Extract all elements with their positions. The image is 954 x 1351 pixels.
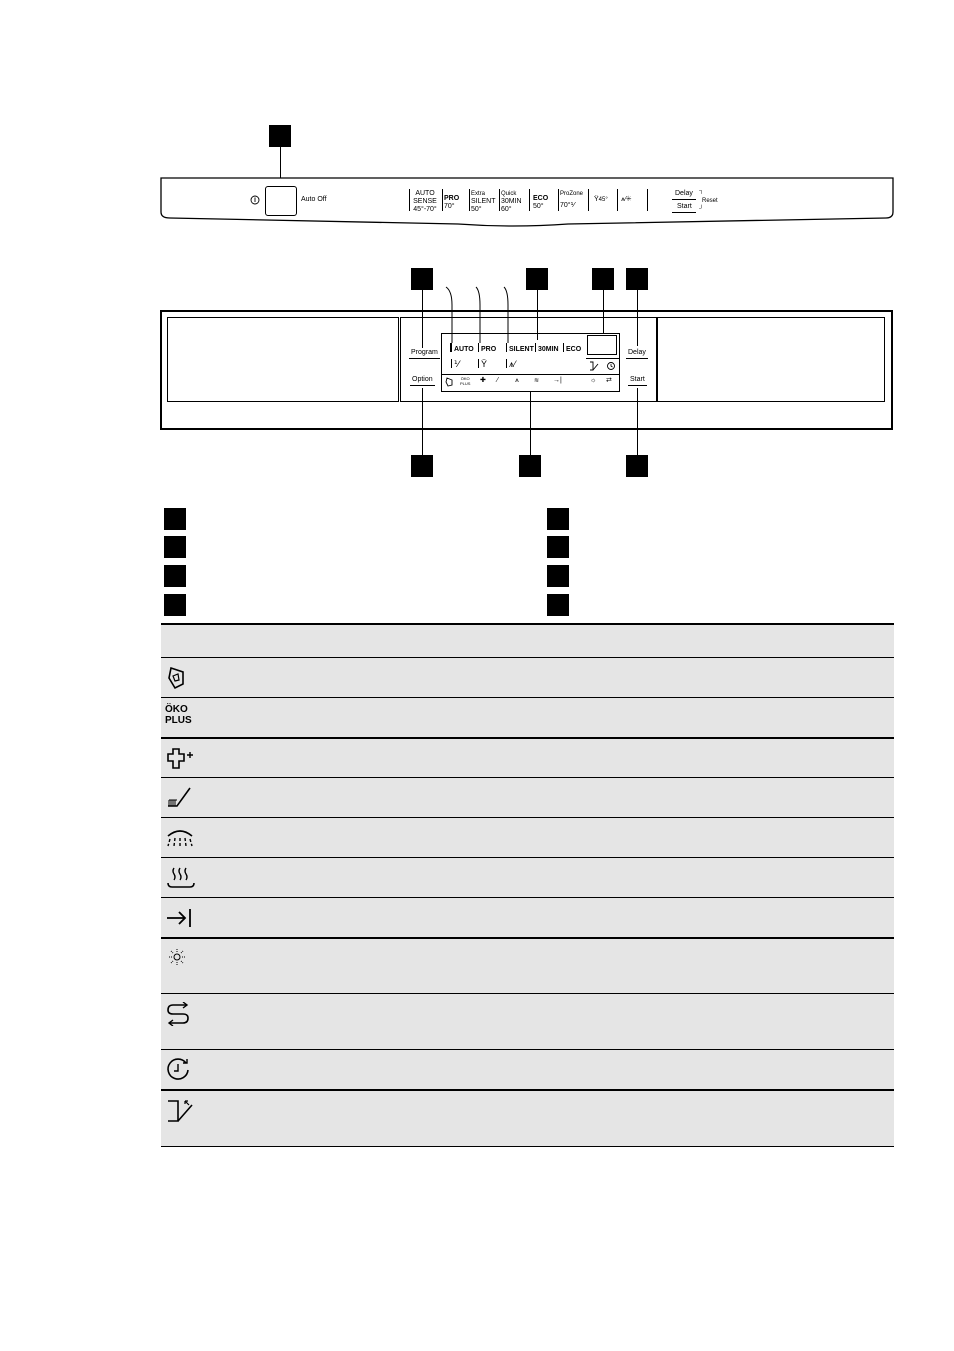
prewash-icon: [165, 666, 195, 690]
sun-icon: [165, 947, 195, 971]
program-line: PRO: [444, 195, 460, 202]
display-program-silent: SILENT: [506, 343, 534, 353]
door-icon: [165, 1099, 195, 1123]
reset-label: Reset: [702, 198, 718, 204]
legend-marker: [164, 536, 186, 558]
program-line: 50°: [533, 203, 544, 210]
tab-icon: [165, 906, 195, 930]
program-extra-silent[interactable]: [471, 190, 497, 214]
oko-bottom: PLUS: [460, 381, 471, 386]
top-start-button[interactable]: Start: [677, 203, 692, 210]
table-row: [161, 657, 894, 697]
program-line: 70°: [560, 202, 571, 209]
delay-clock-icon: [165, 1058, 195, 1082]
display-program-auto: AUTO: [450, 343, 474, 353]
opt-sun-icon: ☼: [590, 377, 597, 384]
separator: [469, 189, 470, 211]
callout-delay: [626, 268, 648, 290]
table-row: [161, 937, 894, 994]
bracket: ┐: [699, 188, 704, 194]
panel-right-area: [657, 317, 885, 402]
delay-button[interactable]: Delay: [628, 349, 646, 356]
opt-tab-icon: →|: [553, 377, 562, 384]
program-line: 30MIN: [501, 198, 522, 205]
oko-top: ÖKO: [460, 376, 470, 381]
program-auto-sense[interactable]: [410, 190, 440, 214]
power-button[interactable]: [265, 186, 297, 216]
glass-icon: Ÿ: [594, 196, 599, 203]
separator: [588, 189, 589, 211]
program-button[interactable]: Program: [411, 349, 438, 356]
legend-marker: [164, 508, 186, 530]
extra-dry-icon: [165, 747, 195, 771]
callout-option: [411, 455, 433, 477]
opt-heat-icon: ≋: [534, 378, 540, 384]
time-display: [587, 335, 617, 355]
table-row: [161, 897, 894, 937]
callout-display: [592, 268, 614, 290]
opt-spray-icon: ⩚: [515, 377, 519, 384]
legend-marker: [547, 508, 569, 530]
oko-bottom: PLUS: [165, 715, 192, 726]
display-program-30min: 30MIN: [535, 343, 559, 353]
display-machine-care-icon: ⩚⁄: [506, 359, 516, 370]
auto-off-label: Auto Off: [301, 196, 327, 203]
program-eco[interactable]: [533, 195, 555, 211]
rinse-aid-icon: [165, 1002, 195, 1026]
callout-top-1: [269, 125, 291, 147]
program-pro[interactable]: [444, 195, 466, 211]
delay-indicator-icon: [606, 361, 616, 371]
separator: [442, 189, 443, 211]
legend-marker: [547, 594, 569, 616]
oko-plus-icon: [165, 704, 192, 726]
power-icon: [250, 195, 260, 205]
glass-temp: 45°: [598, 197, 608, 203]
table-row: [161, 777, 894, 817]
oko-top: ÖKO: [165, 704, 188, 715]
separator: [558, 189, 559, 211]
opt-prewash-icon: [444, 377, 454, 387]
option-button[interactable]: Option: [412, 376, 433, 383]
separator: [499, 189, 500, 211]
opt-rinse-aid-icon: ⇄: [606, 377, 612, 384]
leader-line: [530, 392, 531, 455]
program-line: SENSE: [413, 198, 437, 205]
prozone-row: [560, 202, 590, 210]
table-row: [161, 1089, 894, 1147]
table-row: [161, 993, 894, 1049]
program-line: 60°: [501, 206, 512, 213]
program-line: Extra: [471, 191, 486, 197]
display-prozone-icon: ⅟: [451, 359, 459, 370]
program-line: Quick: [501, 191, 517, 197]
top-delay-button[interactable]: Delay: [675, 190, 693, 197]
table-header-row: [161, 623, 894, 658]
separator: [617, 189, 618, 211]
table-row: [161, 1049, 894, 1089]
program-line: 45°-70°: [413, 206, 437, 213]
program-line: SILENT: [471, 198, 496, 205]
legend-marker: [164, 565, 186, 587]
heat-icon: [165, 866, 195, 890]
divider: [672, 199, 696, 200]
separator: [529, 189, 530, 211]
spray-icon: [165, 826, 195, 850]
callout-start: [626, 455, 648, 477]
brush-icon: [165, 786, 195, 810]
table-row: [161, 817, 894, 857]
option-strip-divider: [441, 374, 620, 375]
program-line: AUTO: [415, 190, 435, 197]
panel-left-area: [167, 317, 399, 402]
display-program-eco: ECO: [563, 343, 581, 353]
opt-oko-plus: [460, 376, 470, 386]
table-row: [161, 697, 894, 737]
leader-line: [422, 388, 423, 455]
callout-display-programs: [526, 268, 548, 290]
display-program-pro: PRO: [478, 343, 496, 353]
program-line: ProZone: [560, 191, 584, 197]
table-row: [161, 737, 894, 778]
bracket: ┘: [699, 206, 704, 212]
machine-care-icon[interactable]: ⩚⁄✳: [621, 196, 632, 203]
indicator-divider: [586, 358, 620, 359]
legend-marker: [164, 594, 186, 616]
program-quick-30min[interactable]: [501, 190, 527, 214]
separator: [647, 189, 648, 211]
opt-extra-dry-icon: ✚: [480, 377, 486, 384]
callout-options-display: [519, 455, 541, 477]
start-button[interactable]: Start: [630, 376, 645, 383]
opt-brush-icon: ⁄: [497, 377, 499, 384]
callout-program: [411, 268, 433, 290]
legend-marker: [547, 536, 569, 558]
program-line: 70°: [444, 203, 455, 210]
leader-line: [637, 388, 638, 455]
program-line: 50°: [471, 206, 482, 213]
divider: [672, 212, 696, 213]
door-indicator-icon: [589, 361, 599, 371]
program-line: ECO: [533, 195, 549, 202]
display-glass-icon: Ÿ: [478, 359, 487, 369]
glass-option[interactable]: [594, 196, 608, 204]
program-prozone[interactable]: [560, 190, 590, 210]
prozone-icon: ⅟: [570, 202, 575, 209]
table-row: [161, 857, 894, 897]
legend-marker: [547, 565, 569, 587]
